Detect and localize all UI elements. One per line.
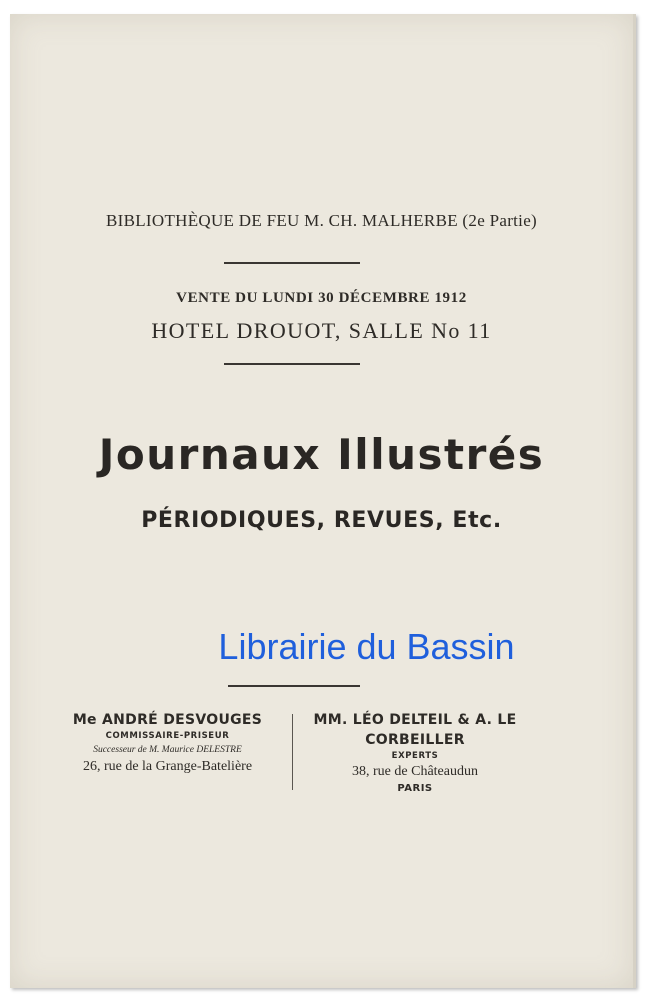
- sale-date-line: VENTE DU LUNDI 30 DÉCEMBRE 1912: [176, 290, 467, 306]
- venue-line: HOTEL DROUOT, SALLE No 11: [151, 318, 492, 343]
- divider-bottom: [228, 685, 360, 687]
- book-cover: [10, 14, 636, 988]
- catalogue-title: Journaux Illustrés: [98, 430, 545, 479]
- bookseller-watermark: Librairie du Bassin: [218, 626, 515, 667]
- auctioneer-successor: Successeur de M. Maurice DELESTRE: [93, 745, 242, 755]
- column-separator: [292, 714, 293, 790]
- divider-top: [224, 262, 360, 264]
- auctioneer-block: [50, 710, 285, 776]
- auctioneer-address: 26, rue de la Grange-Batelière: [82, 759, 253, 774]
- auctioneer-name: Me ANDRÉ DESVOUGES: [72, 712, 263, 728]
- experts-name: MM. LÉO DELTEIL & A. LE CORBEILLER: [313, 712, 517, 748]
- auctioneer-role: COMMISSAIRE-PRISEUR: [105, 731, 230, 741]
- experts-city: PARIS: [397, 783, 433, 794]
- experts-role: EXPERTS: [391, 751, 439, 761]
- catalogue-subtitle: PÉRIODIQUES, REVUES, Etc.: [141, 508, 502, 533]
- divider-middle: [224, 363, 360, 365]
- experts-block: [295, 710, 535, 797]
- library-line: BIBLIOTHÈQUE DE FEU M. CH. MALHERBE (2e Partie): [105, 211, 538, 230]
- experts-address: 38, rue de Châteaudun: [352, 764, 478, 779]
